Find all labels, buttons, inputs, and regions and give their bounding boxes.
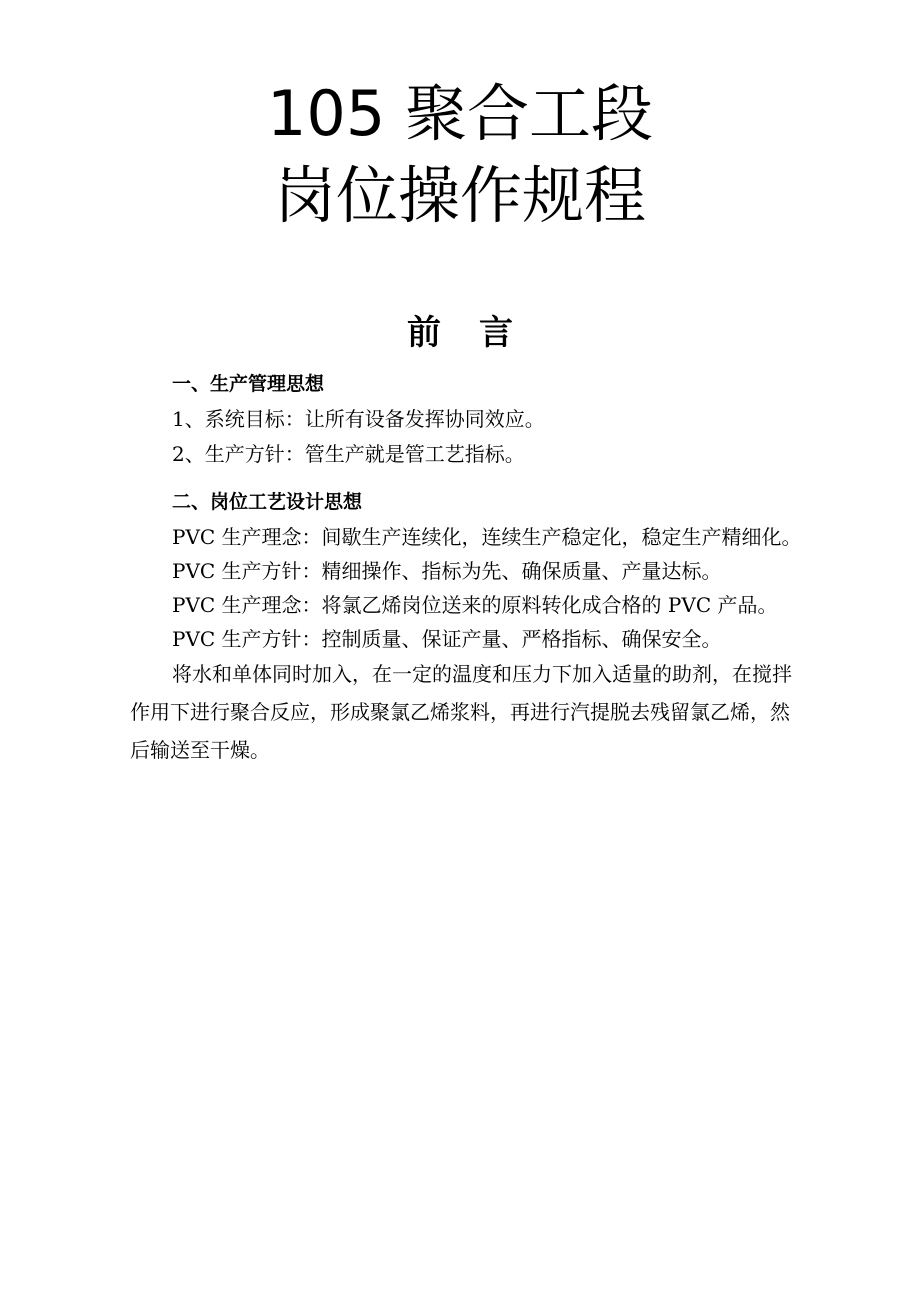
document-title-line-1: 105 聚合工段 [266,77,654,150]
section-2-item-2: PVC 生产方针：精细操作、指标为先、确保质量、产量达标。 [172,559,722,583]
section-2-item-4: PVC 生产方针：控制质量、保证产量、严格指标、确保安全。 [172,627,722,651]
section-2-heading: 二、岗位工艺设计思想 [172,491,363,513]
section-2-paragraph-line-3: 后输送至干燥。 [130,738,270,762]
section-1-heading: 一、生产管理思想 [172,373,325,395]
section-2-paragraph-line-1: 将水和单体同时加入，在一定的温度和压力下加入适量的助剂，在搅拌 [172,662,792,686]
section-1-item-1: 1、系统目标：让所有设备发挥协同效应。 [172,407,545,431]
preface-title: 前言 [407,313,551,353]
section-2-item-3: PVC 生产理念：将氯乙烯岗位送来的原料转化成合格的 PVC 产品。 [172,593,778,617]
section-2-item-1: PVC 生产理念：间歇生产连续化，连续生产稳定化，稳定生产精细化。 [172,525,802,549]
section-2-paragraph-line-2: 作用下进行聚合反应，形成聚氯乙烯浆料，再进行汽提脱去残留氯乙烯，然 [130,700,790,724]
section-1-item-2: 2、生产方针：管生产就是管工艺指标。 [172,442,525,466]
document-title-line-2: 岗位操作规程 [273,159,646,232]
